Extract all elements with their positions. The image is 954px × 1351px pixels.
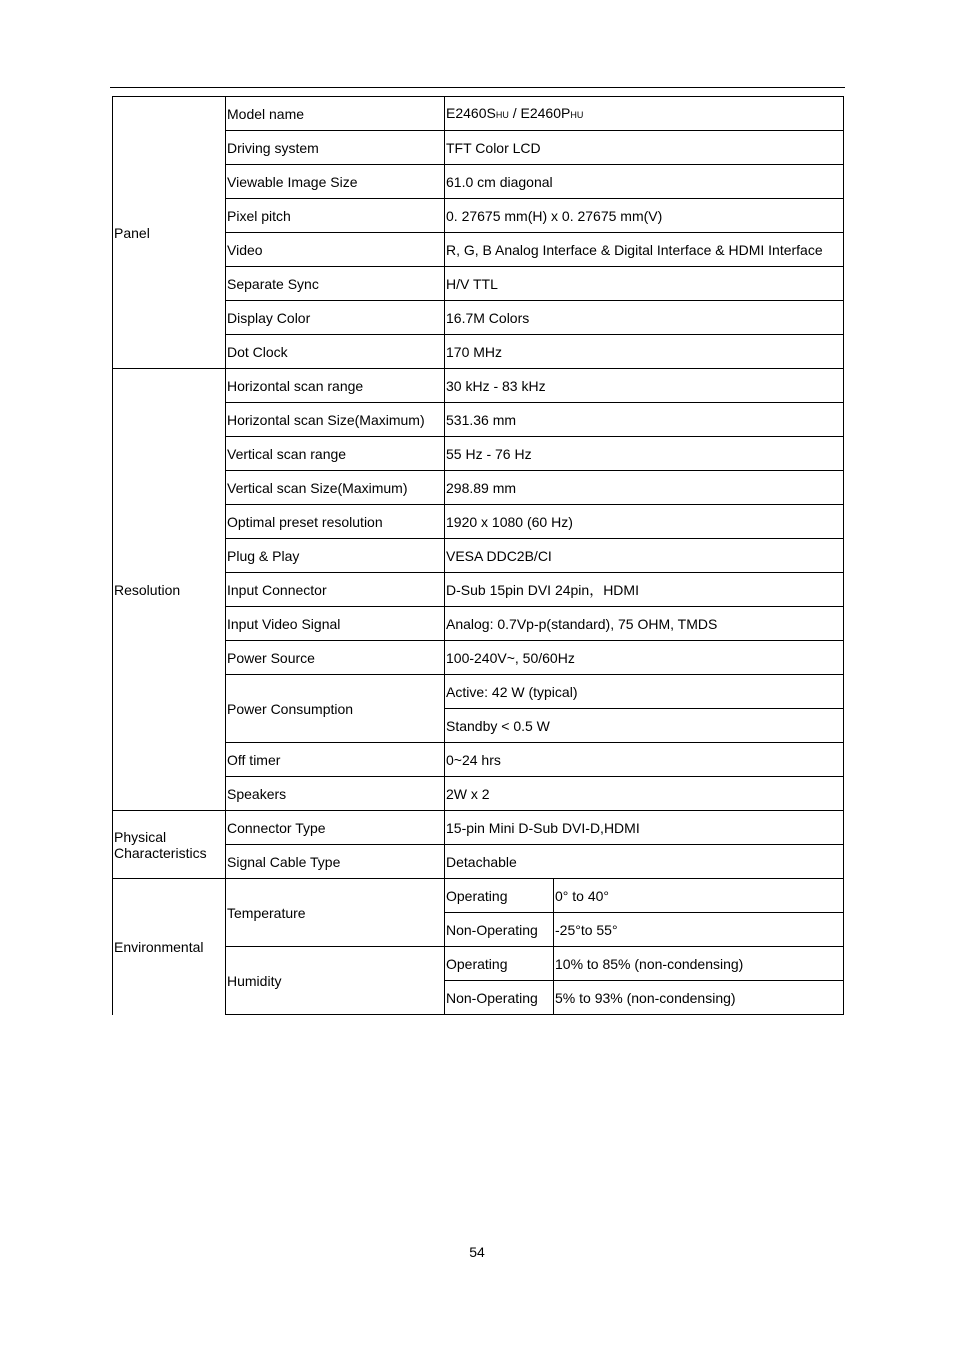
label-input-connector: Input Connector xyxy=(226,573,445,607)
value-input-video-signal: Analog: 0.7Vp-p(standard), 75 OHM, TMDS xyxy=(445,607,844,641)
value-model-name: E2460SHU / E2460PHU xyxy=(445,97,844,131)
label-optimal-res: Optimal preset resolution xyxy=(226,505,445,539)
value-v-scan-range: 55 Hz - 76 Hz xyxy=(445,437,844,471)
label-hum-operating: Operating xyxy=(445,947,554,981)
group-environmental: Environmental xyxy=(113,879,226,1015)
label-power-source: Power Source xyxy=(226,641,445,675)
value-h-scan-size: 531.36 mm xyxy=(445,403,844,437)
label-h-scan-range: Horizontal scan range xyxy=(226,369,445,403)
label-temperature: Temperature xyxy=(226,879,445,947)
label-h-scan-size: Horizontal scan Size(Maximum) xyxy=(226,403,445,437)
value-pixel-pitch: 0. 27675 mm(H) x 0. 27675 mm(V) xyxy=(445,199,844,233)
value-speakers: 2W x 2 xyxy=(445,777,844,811)
value-signal-cable: Detachable xyxy=(445,845,844,879)
label-off-timer: Off timer xyxy=(226,743,445,777)
label-power-consumption: Power Consumption xyxy=(226,675,445,743)
label-input-video-signal: Input Video Signal xyxy=(226,607,445,641)
table-row xyxy=(113,369,844,403)
label-model-name: Model name xyxy=(226,97,445,131)
value-dot-clock: 170 MHz xyxy=(445,335,844,369)
spec-table xyxy=(112,96,844,1015)
value-h-scan-range: 30 kHz - 83 kHz xyxy=(445,369,844,403)
label-driving-system: Driving system xyxy=(226,131,445,165)
label-connector-type: Connector Type xyxy=(226,811,445,845)
value-separate-sync: H/V TTL xyxy=(445,267,844,301)
value-video: R, G, B Analog Interface & Digital Interface & HDMI Interface xyxy=(445,233,844,267)
label-viewable-size: Viewable Image Size xyxy=(226,165,445,199)
value-v-scan-size: 298.89 mm xyxy=(445,471,844,505)
table-row xyxy=(113,811,844,845)
label-temp-nonoperating: Non-Operating xyxy=(445,913,554,947)
group-resolution: Resolution xyxy=(113,369,226,811)
page-number: 54 xyxy=(469,1244,485,1260)
value-input-connector: D-Sub 15pin DVI 24pin，HDMI xyxy=(445,573,844,607)
value-power-standby: Standby < 0.5 W xyxy=(445,709,844,743)
table-row xyxy=(113,879,844,913)
value-power-active: Active: 42 W (typical) xyxy=(445,675,844,709)
value-temp-nonoperating: -25°to 55° xyxy=(554,913,844,947)
label-display-color: Display Color xyxy=(226,301,445,335)
label-v-scan-size: Vertical scan Size(Maximum) xyxy=(226,471,445,505)
label-humidity: Humidity xyxy=(226,947,445,1015)
value-off-timer: 0~24 hrs xyxy=(445,743,844,777)
label-pixel-pitch: Pixel pitch xyxy=(226,199,445,233)
label-speakers: Speakers xyxy=(226,777,445,811)
header-rule xyxy=(110,87,845,88)
label-v-scan-range: Vertical scan range xyxy=(226,437,445,471)
label-hum-nonoperating: Non-Operating xyxy=(445,981,554,1015)
value-hum-operating: 10% to 85% (non-condensing) xyxy=(554,947,844,981)
value-plug-play: VESA DDC2B/CI xyxy=(445,539,844,573)
label-temp-operating: Operating xyxy=(445,879,554,913)
group-physical: Physical Characteristics xyxy=(113,811,226,879)
label-plug-play: Plug & Play xyxy=(226,539,445,573)
label-signal-cable: Signal Cable Type xyxy=(226,845,445,879)
value-viewable-size: 61.0 cm diagonal xyxy=(445,165,844,199)
label-video: Video xyxy=(226,233,445,267)
value-hum-nonoperating: 5% to 93% (non-condensing) xyxy=(554,981,844,1015)
value-optimal-res: 1920 x 1080 (60 Hz) xyxy=(445,505,844,539)
value-display-color: 16.7M Colors xyxy=(445,301,844,335)
value-temp-operating: 0° to 40° xyxy=(554,879,844,913)
group-panel: Panel xyxy=(113,97,226,369)
label-dot-clock: Dot Clock xyxy=(226,335,445,369)
value-power-source: 100-240V~, 50/60Hz xyxy=(445,641,844,675)
label-separate-sync: Separate Sync xyxy=(226,267,445,301)
value-connector-type: 15-pin Mini D-Sub DVI-D,HDMI xyxy=(445,811,844,845)
table-row xyxy=(113,97,844,131)
value-driving-system: TFT Color LCD xyxy=(445,131,844,165)
